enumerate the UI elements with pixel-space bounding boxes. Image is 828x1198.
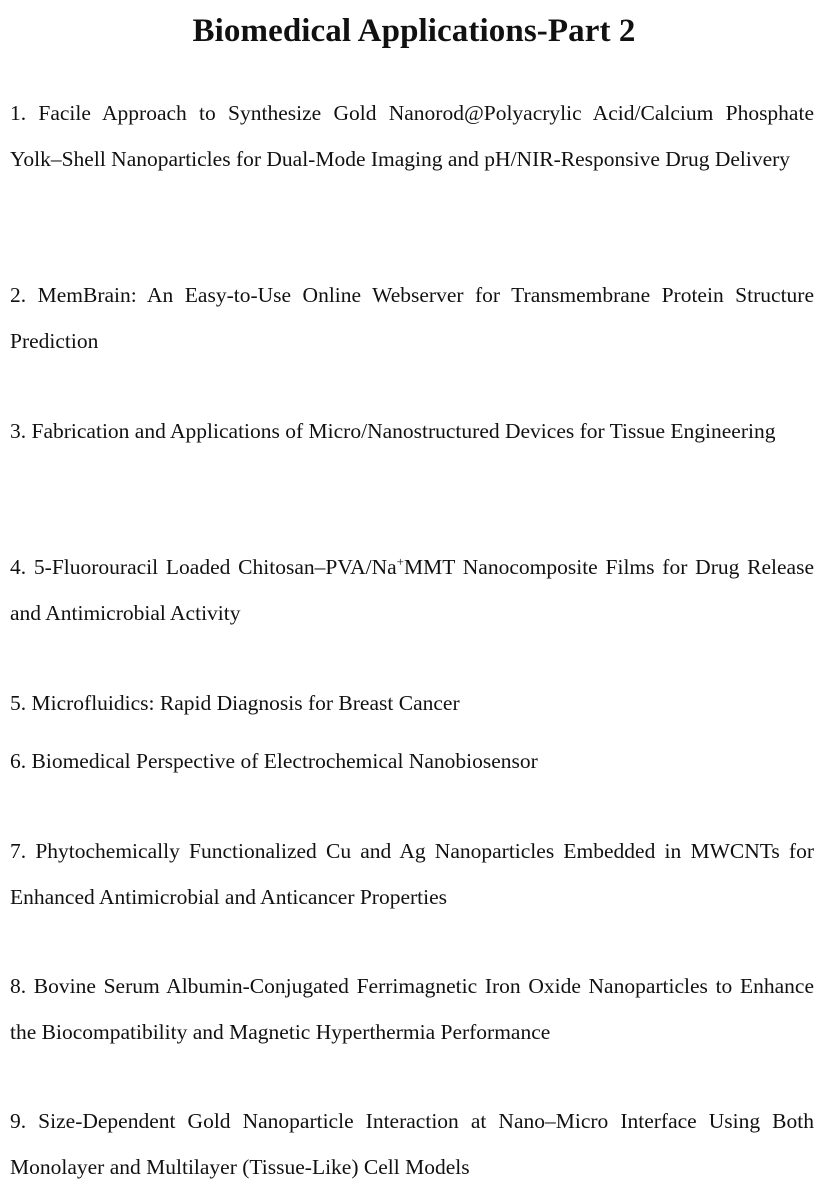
entry-text-part: 4. 5-Fluorouracil Loaded Chitosan–PVA/Na [10, 555, 397, 579]
list-item: 2. MemBrain: An Easy-to-Use Online Webserver for Transmembrane Protein Structure Prediction [10, 283, 814, 353]
list-item: 1. Facile Approach to Synthesize Gold Nanorod@Polyacrylic Acid/Calcium Phosphate Yolk–Shell Nanoparticles for Dual-Mode Imaging and pH/NIR-Responsive Drug Delivery [10, 101, 814, 171]
page-title: Biomedical Applications-Part 2 [192, 13, 636, 49]
list-item: 6. Biomedical Perspective of Electrochemical Nanobiosensor [10, 749, 538, 773]
list-item: 9. Size-Dependent Gold Nanoparticle Interaction at Nano–Micro Interface Using Both Monolayer and Multilayer (Tissue-Like) Cell Models [10, 1109, 814, 1179]
list-item: 8. Bovine Serum Albumin-Conjugated Ferrimagnetic Iron Oxide Nanoparticles to Enhance the Biocompatibility and Magnetic Hyperthermia Performance [10, 974, 814, 1044]
superscript-plus: + [396, 554, 404, 570]
list-item: 3. Fabrication and Applications of Micro/Nanostructured Devices for Tissue Engineering [10, 419, 776, 443]
list-item: 5. Microfluidics: Rapid Diagnosis for Breast Cancer [10, 691, 460, 715]
entry-text-part: MMT Nanocomposite Films for Drug Release and Antimicrobial Activity [10, 555, 814, 625]
list-item: 7. Phytochemically Functionalized Cu and Ag Nanoparticles Embedded in MWCNTs for Enhanced Antimicrobial and Anticancer Properties [10, 839, 814, 909]
list-item [10, 545, 814, 636]
